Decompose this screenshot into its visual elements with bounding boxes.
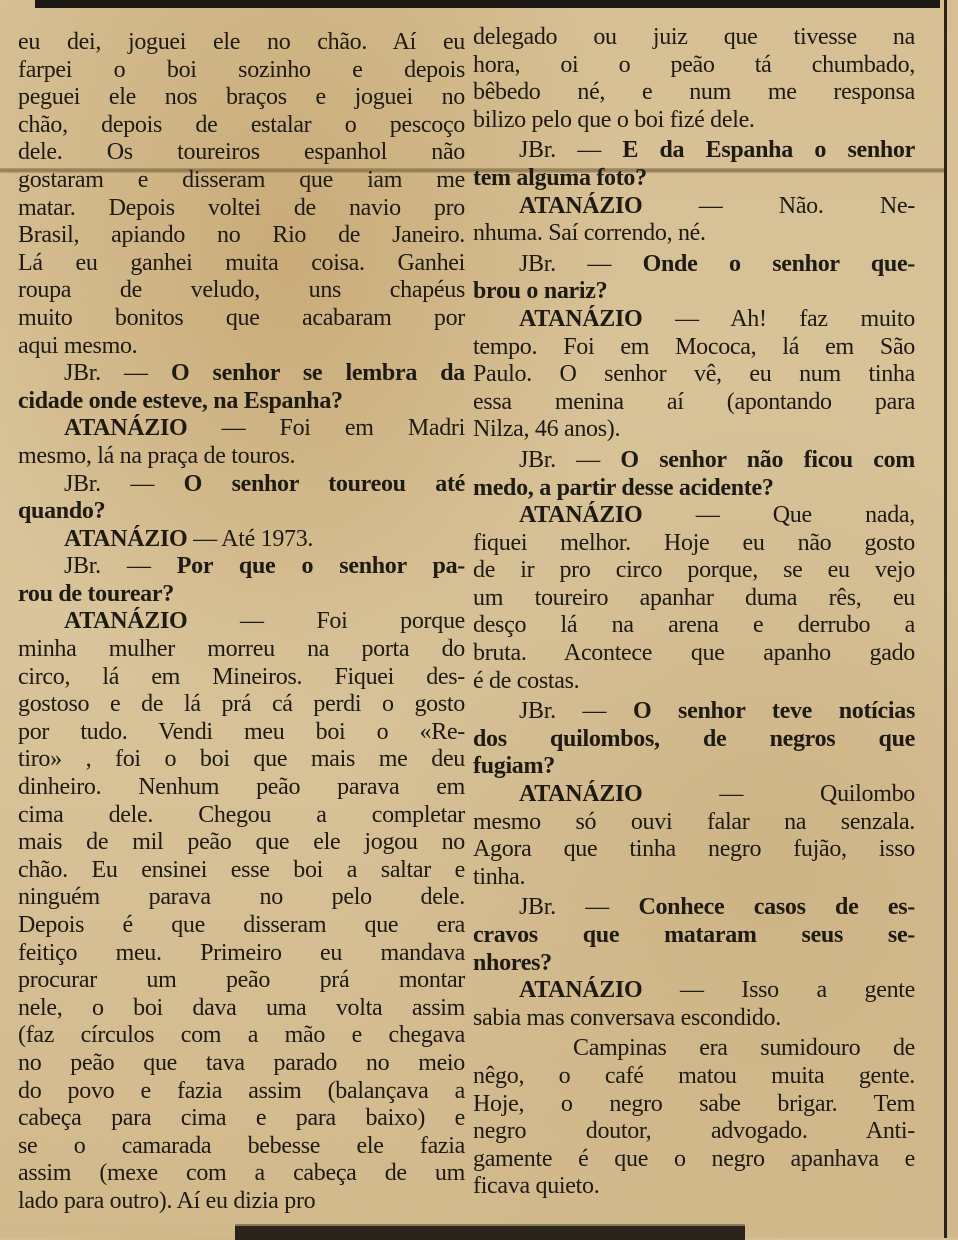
interviewer-question: medo, a partir desse acidente? (473, 474, 774, 501)
text-line: gostoso e de lá prá cá perdi o gosto (18, 691, 465, 718)
article-column-1 (18, 29, 465, 1216)
text-line: mesmo só ouvi falar na senzala. (473, 808, 915, 835)
text-segment: — Foi porque (187, 608, 465, 635)
text-segment: JBr. — (519, 250, 643, 277)
text-line: é de costas. (473, 667, 580, 694)
text-line (473, 193, 915, 221)
text-line: gostaram e disseram que iam me (18, 166, 465, 193)
speaker-name: ATANÁZIO (64, 415, 188, 442)
text-line (473, 922, 915, 950)
interviewer-question: rou de tourear? (18, 580, 174, 607)
text-line: circo, lá em Mineiros. Fiquei des- (18, 663, 465, 690)
text-line: assim (mexe com a cabeça de um (18, 1160, 465, 1187)
text-line: bruta. Acontece que apanho gado (473, 640, 915, 667)
text-line (473, 698, 915, 726)
text-segment: — Que nada, (642, 502, 915, 529)
text-line: nele, o boi dava uma volta assim (18, 994, 465, 1021)
text-line: hora, oi o peão tá chumbado, (473, 51, 915, 78)
text-segment: — Foi em Madri (187, 415, 465, 442)
text-line: desço lá na arena e derrubo a (473, 612, 915, 639)
text-line: nêgo, o café matou muita gente. (473, 1062, 915, 1089)
text-line (473, 165, 915, 193)
text-line: farpei o boi sozinho e depois (18, 56, 465, 83)
text-line: Depois é que disseram que era (18, 912, 465, 938)
text-line: Paulo. O senhor vê, eu num tinha (473, 361, 915, 388)
interviewer-question: O senhor se lembra da (170, 360, 465, 387)
text-line: dinheiro. Nenhum peão parava em (18, 774, 465, 801)
text-segment: JBr. — (519, 894, 639, 921)
interviewer-question: tem alguma foto? (473, 164, 647, 191)
text-segment: JBr. — (64, 553, 177, 580)
text-line (473, 251, 915, 279)
article-column-2 (473, 24, 915, 1201)
speaker-name: ATANÁZIO (519, 305, 643, 332)
text-line (473, 753, 915, 781)
text-line: muito bonitos que acabaram por (18, 304, 465, 331)
text-line (18, 581, 465, 609)
text-line: sabia mas conversava escondido. (473, 1004, 781, 1031)
text-line: peguei ele nos braços e joguei no (18, 84, 465, 111)
text-line (473, 447, 915, 475)
text-line: aqui mesmo. (18, 332, 138, 359)
speaker-name: ATANÁZIO (519, 192, 643, 219)
text-segment: — Ah! faz muito (642, 305, 915, 332)
text-segment: JBr. — (64, 470, 184, 497)
text-line (473, 894, 915, 922)
text-line: dele. Os toureiros espanhol não (18, 139, 465, 166)
text-line: mais de mil peão que ele jogou no (18, 829, 465, 856)
interviewer-question: fugiam? (473, 753, 555, 780)
text-line: no peão que tava parado no meio (18, 1049, 465, 1076)
text-line: gamente é que o negro apanhava e (473, 1145, 915, 1172)
interviewer-question: O senhor não ficou com (620, 446, 915, 473)
top-rule (35, 0, 940, 8)
interviewer-question: dos quilombos, de negros que (473, 725, 915, 752)
interviewer-question: Conhece casos de es- (638, 894, 915, 921)
text-line: feitiço meu. Primeiro eu mandava (18, 939, 465, 966)
text-line (473, 475, 915, 503)
text-line: negro doutor, advogado. Anti- (473, 1118, 915, 1145)
text-line: fiquei melhor. Hoje eu não gosto (473, 529, 915, 556)
text-line: eu dei, joguei ele no chão. Aí eu (18, 29, 465, 55)
text-line: delegado ou juiz que tivesse na (473, 24, 915, 50)
text-segment: JBr. — (519, 137, 623, 164)
text-line (473, 502, 915, 530)
speaker-name: ATANÁZIO (519, 502, 643, 529)
text-line (18, 415, 465, 443)
text-line (18, 360, 465, 388)
text-line: minha mulher morreu na porta do (18, 636, 465, 663)
text-line: bêbedo né, e num me responsa (473, 79, 915, 106)
interviewer-question: cidade onde esteve, na Espanha? (18, 387, 343, 414)
interviewer-question: O senhor toureou até (183, 470, 465, 497)
interviewer-question: O senhor teve notícias (632, 698, 915, 725)
text-line: Campinas era sumidouro de (573, 1035, 915, 1062)
text-line: por tudo. Vendi meu boi o «Re- (18, 718, 465, 745)
text-line: nhuma. Saí correndo, né. (473, 220, 706, 247)
interviewer-question: cravos que mataram seus se- (473, 922, 915, 948)
text-line: bilizo pelo que o boi fizé dele. (473, 106, 755, 133)
text-segment: — Quilombo (642, 781, 915, 808)
text-line: chão, depois de estalar o pescoço (18, 111, 465, 138)
text-line: cabeça para cima e para baixo) e (18, 1105, 465, 1132)
text-line: se o camarada bebesse ele fazia (18, 1132, 465, 1159)
text-segment: JBr. — (519, 698, 633, 725)
text-line: matar. Depois voltei de navio pro (18, 194, 465, 221)
text-segment: — Isso a gente (642, 977, 915, 1004)
text-line: ficava quieto. (473, 1173, 600, 1200)
text-line: cima dele. Chegou a completar (18, 801, 465, 828)
text-line: chão. Eu ensinei esse boi a saltar e (18, 856, 465, 883)
text-line: tempo. Foi em Mococa, lá em São (473, 333, 915, 360)
text-line: roupa de veludo, uns chapéus (18, 277, 465, 304)
text-segment: JBr. — (64, 360, 171, 387)
text-line (18, 608, 465, 636)
text-line: Brasil, apiando no Rio de Janeiro. (18, 222, 465, 249)
text-line: ninguém parava no pelo dele. (18, 884, 465, 911)
text-line: mesmo, lá na praça de touros. (18, 442, 296, 469)
speaker-name: ATANÁZIO (519, 781, 643, 808)
text-line (473, 278, 915, 306)
text-line: tiro» , foi o boi que mais me deu (18, 746, 465, 773)
speaker-name: ATANÁZIO (64, 525, 188, 552)
interviewer-question: quando? (18, 498, 106, 525)
text-line (473, 726, 915, 754)
text-segment: JBr. — (519, 446, 621, 473)
text-line (473, 781, 915, 809)
interviewer-question: Onde o senhor que- (642, 250, 915, 277)
text-line: do povo e fazia assim (balançava a (18, 1077, 465, 1104)
interviewer-question: nhores? (473, 949, 552, 976)
text-line (473, 977, 915, 1005)
text-line: Agora que tinha negro fujão, isso (473, 836, 915, 863)
text-line: (faz círculos com a mão e chegava (18, 1022, 465, 1049)
text-line (18, 498, 465, 526)
text-line: tinha. (473, 863, 526, 890)
right-edge-rule (944, 0, 947, 1238)
interviewer-question: Por que o senhor pa- (176, 553, 465, 580)
text-line: essa menina aí (apontando para (473, 388, 915, 415)
text-line (18, 526, 465, 554)
text-segment: — Não. Ne- (642, 192, 915, 219)
text-line: Hoje, o negro sabe brigar. Tem (473, 1090, 915, 1117)
text-line: um toureiro apanhar duma rês, eu (473, 584, 915, 611)
text-line: lado para outro). Aí eu dizia pro (18, 1187, 316, 1214)
speaker-name: ATANÁZIO (519, 977, 643, 1004)
text-line: de ir pro circo porque, se eu vejo (473, 557, 915, 584)
text-segment: — Até 1973. (187, 525, 314, 552)
speaker-name: ATANÁZIO (64, 608, 188, 635)
text-line: procurar um peão prá montar (18, 967, 465, 994)
interviewer-question: brou o nariz? (473, 278, 608, 305)
text-line (473, 950, 915, 978)
text-line: Nilza, 46 anos). (473, 416, 621, 443)
text-line (18, 388, 465, 416)
text-line (473, 137, 915, 165)
text-line (473, 306, 915, 334)
text-line: Lá eu ganhei muita coisa. Ganhei (18, 249, 465, 276)
interviewer-question: E da Espanha o senhor (622, 137, 915, 164)
text-line (18, 471, 465, 499)
text-line (18, 553, 465, 581)
